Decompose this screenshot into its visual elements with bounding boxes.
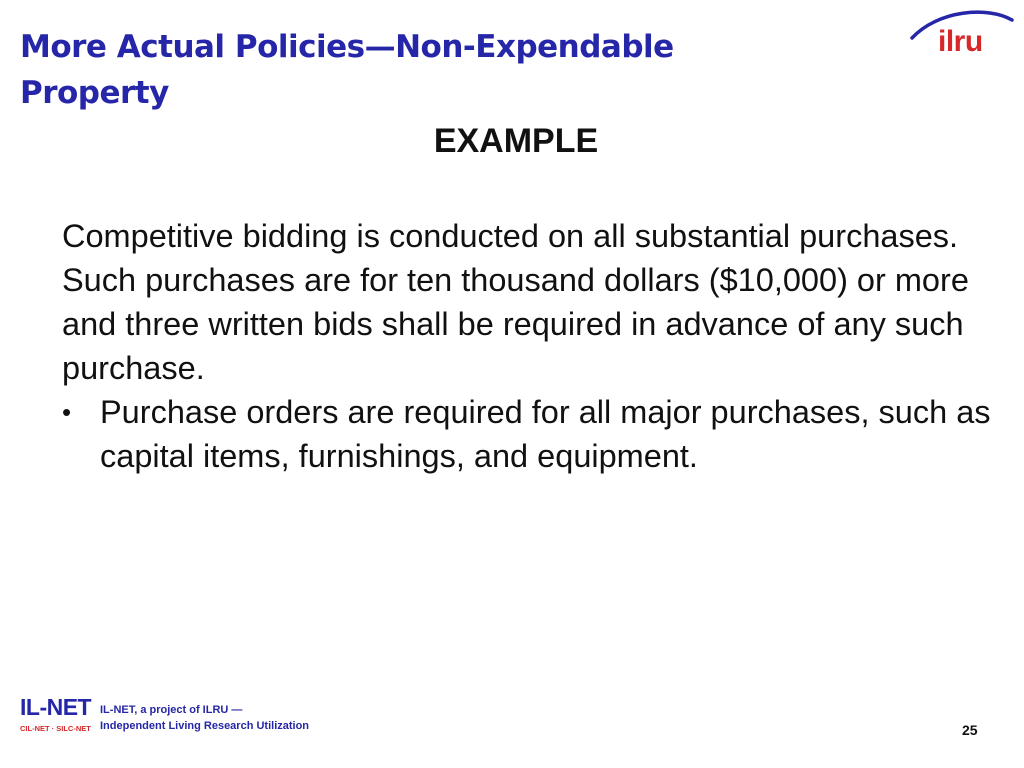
il-net-logo — [20, 694, 100, 738]
slide-title: More Actual Policies—Non-Expendable Property — [20, 29, 674, 111]
page-number: 25 — [962, 722, 978, 738]
body-paragraph: Competitive bidding is conducted on all substantial purchases. Such purchases are for ten thousand dollars ($10,000) or more and three written bids shall be required in advance of any such purchase. — [62, 218, 969, 386]
il-net-logo-text: IL-NET — [20, 694, 92, 720]
footer-line-2: Independent Living Research Utilization — [100, 720, 310, 732]
subheading: EXAMPLE — [433, 122, 599, 160]
bullet-list — [62, 390, 1002, 478]
bullet-icon: • — [62, 397, 72, 427]
ilru-logo — [908, 4, 1016, 64]
logo-text: ilru — [938, 25, 983, 58]
list-item — [62, 390, 1002, 478]
il-net-logo-subtext: CIL-NET · SILC-NET — [20, 724, 91, 733]
footer-text — [100, 702, 309, 734]
bullet-text: Purchase orders are required for all major purchases, such as capital items, furnishings, and equipment. — [100, 394, 991, 474]
footer-line-1: IL-NET, a project of ILRU — — [100, 704, 243, 716]
